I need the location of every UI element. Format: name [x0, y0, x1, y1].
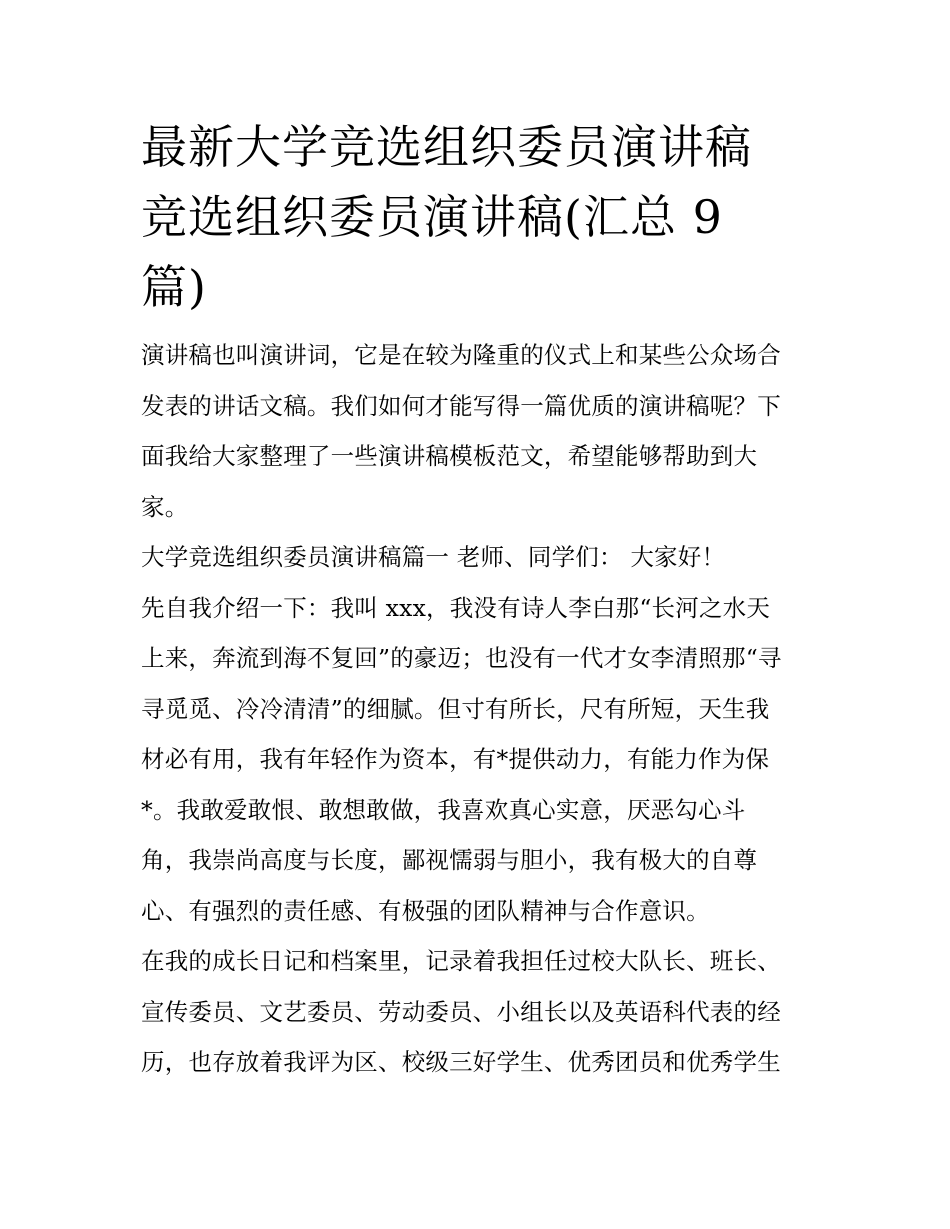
text-line: 上来，奔流到海不复回”的豪迈；也没有一代才女李清照那“寻: [141, 644, 782, 672]
text-line: 角，我崇尚高度与长度，鄙视懦弱与胆小，我有极大的自尊: [141, 846, 758, 874]
intro-paragraph: [141, 330, 821, 532]
text-line: 材必有用，我有年轻作为资本，有*提供动力，有能力作为保: [141, 745, 770, 773]
text-line: 历，也存放着我评为区、校级三好学生、优秀团员和优秀学生: [141, 1048, 781, 1076]
text-line: 大学竞选组织委员演讲稿篇一 老师、同学们： 大家好！: [141, 543, 726, 571]
text-line: 先自我介绍一下：我叫 xxx，我没有诗人李白那“长河之水天: [141, 593, 771, 622]
text-line: 发表的讲话文稿。我们如何才能写得一篇优质的演讲稿呢？下: [141, 391, 781, 420]
self-introduction-paragraph: [141, 583, 821, 937]
title-line: 最新大学竞选组织委员演讲稿: [141, 120, 752, 174]
document-content: [141, 118, 821, 1088]
text-line: 面我给大家整理了一些演讲稿模板范文，希望能够帮助到大: [141, 442, 758, 470]
section-heading-paragraph: [141, 532, 821, 583]
document-body: [141, 330, 821, 1088]
text-line: 心、有强烈的责任感、有极强的团队精神与合作意识。: [141, 896, 710, 925]
experience-paragraph: [141, 936, 821, 1088]
text-line: 家。: [141, 492, 189, 521]
document-title: [141, 118, 821, 316]
text-line: 寻觅觅、冷冷清清”的细腻。但寸有所长，尺有所短，天生我: [141, 694, 770, 723]
text-line: 在我的成长日记和档案里，记录着我担任过校大队长、班长、: [141, 947, 781, 975]
text-line: 宣传委员、文艺委员、劳动委员、小组长以及英语科代表的经: [141, 997, 781, 1026]
title-line: 竞选组织委员演讲稿(汇总 9: [141, 190, 723, 244]
title-line: 篇): [141, 260, 207, 314]
text-line: 演讲稿也叫演讲词，它是在较为隆重的仪式上和某些公众场合: [141, 341, 781, 369]
text-line: *。我敢爱敢恨、敢想敢做，我喜欢真心实意，厌恶勾心斗: [141, 795, 746, 824]
